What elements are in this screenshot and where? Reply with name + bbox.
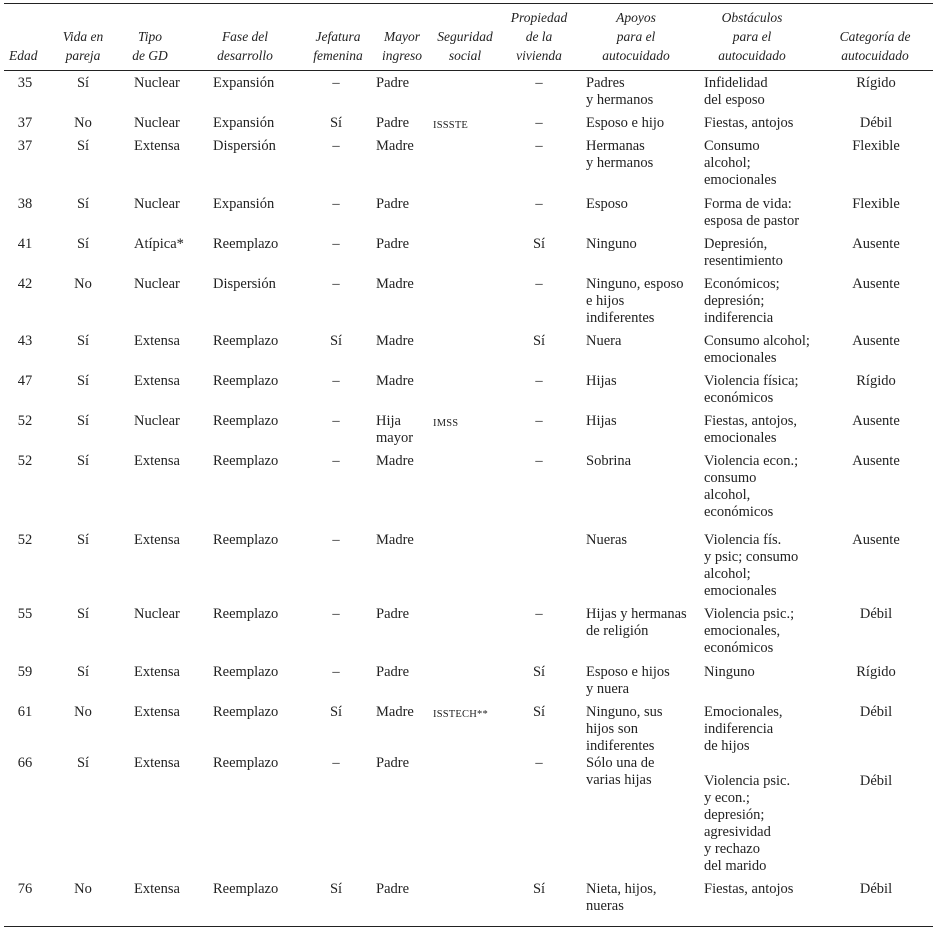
cell-categoria: Ausente: [852, 532, 900, 548]
cell-obstaculos: Forma de vida: esposa de pastor: [704, 196, 800, 229]
header-seguridad-social: Seguridad social: [437, 29, 493, 63]
cell-apoyos: Sobrina: [586, 453, 632, 469]
cell-jefatura: –: [332, 532, 340, 548]
cell-propiedad: –: [535, 75, 543, 91]
cell-propiedad: Sí: [532, 236, 546, 252]
cell-apoyos: Sólo una de varias hijas: [586, 755, 655, 788]
cell-ingreso: Padre: [376, 664, 410, 680]
cell-edad: 37: [17, 138, 33, 154]
header-propiedad-vivienda: Propiedad de la vivienda: [510, 10, 568, 63]
cell-tipo: Extensa: [134, 664, 180, 680]
cell-fase: Reemplazo: [213, 664, 279, 680]
cell-ingreso: Padre: [376, 606, 410, 622]
cell-propiedad: –: [535, 606, 543, 622]
cell-ingreso: Padre: [376, 881, 410, 897]
cell-propiedad: Sí: [532, 664, 546, 680]
header-jefatura-femenina: Jefatura femenina: [313, 29, 363, 63]
cell-jefatura: –: [332, 138, 340, 154]
cell-tipo: Nuclear: [134, 196, 180, 212]
cell-tipo: Nuclear: [134, 413, 180, 429]
cell-apoyos: Esposo e hijo: [586, 115, 665, 131]
cell-propiedad: Sí: [532, 881, 546, 897]
cell-pareja: No: [74, 276, 92, 292]
header-rule: [4, 70, 933, 71]
cell-categoria: Rígido: [856, 373, 896, 389]
cell-pareja: Sí: [76, 606, 90, 622]
cell-jefatura: –: [332, 373, 340, 389]
header-edad: Edad: [9, 48, 38, 63]
cell-pareja: Sí: [76, 138, 90, 154]
cell-apoyos: Esposo e hijos y nuera: [586, 664, 670, 697]
cell-ingreso: Madre: [376, 276, 414, 292]
cell-fase: Reemplazo: [213, 881, 279, 897]
cell-obstaculos: Violencia econ.; consumo alcohol, económicos: [704, 453, 799, 520]
cell-pareja: Sí: [76, 75, 90, 91]
cell-ingreso: Hija mayor: [376, 413, 414, 446]
cell-edad: 38: [17, 196, 33, 212]
cell-seguridad: ISSTECH**: [433, 709, 488, 720]
cell-apoyos: Hijas y hermanas de religión: [586, 606, 687, 639]
cell-pareja: Sí: [76, 755, 90, 771]
cell-jefatura: Sí: [329, 115, 343, 131]
cell-pareja: No: [74, 704, 92, 720]
cell-tipo: Extensa: [134, 881, 180, 897]
cell-edad: 76: [17, 881, 33, 897]
header-tipo-gd-text: Tipo de GD: [132, 29, 168, 63]
cell-fase: Reemplazo: [213, 453, 279, 469]
cell-fase: Reemplazo: [213, 236, 279, 252]
cell-apoyos: Ninguno, esposo e hijos indiferentes: [586, 276, 684, 326]
cell-obstaculos: Violencia fís. y psic; consumo alcohol; emocionales: [704, 532, 799, 599]
cell-apoyos: Padres y hermanos: [586, 75, 654, 108]
cell-propiedad: –: [535, 115, 543, 131]
cell-ingreso: Madre: [376, 453, 414, 469]
cell-jefatura: –: [332, 755, 340, 771]
cell-categoria: Ausente: [852, 236, 900, 252]
cell-obstaculos: Ninguno: [704, 664, 755, 680]
cell-apoyos: Nieta, hijos, nueras: [586, 881, 657, 914]
cell-categoria: Flexible: [852, 196, 900, 212]
cell-categoria: Débil: [859, 881, 893, 897]
cell-tipo: Extensa: [134, 453, 180, 469]
cell-obstaculos: Violencia física; económicos: [704, 373, 799, 406]
cell-apoyos: Nuera: [586, 333, 622, 349]
cell-edad: 61: [17, 704, 33, 720]
cell-ingreso: Padre: [376, 236, 410, 252]
cell-categoria: Débil: [859, 704, 893, 720]
cell-edad: 55: [17, 606, 33, 622]
cell-apoyos: Hijas: [586, 413, 617, 429]
cell-apoyos: Esposo: [586, 196, 628, 212]
cell-obstaculos: Violencia psic.; emocionales, económicos: [704, 606, 795, 656]
cell-edad: 52: [17, 532, 33, 548]
cell-jefatura: Sí: [329, 881, 343, 897]
cell-edad: 66: [17, 755, 33, 771]
cell-obstaculos: Fiestas, antojos, emocionales: [704, 413, 798, 446]
cell-obstaculos: Emocionales, indiferencia de hijos: [704, 704, 783, 754]
cell-fase: Expansión: [213, 196, 275, 212]
cell-fase: Reemplazo: [213, 333, 279, 349]
cell-categoria: Ausente: [852, 413, 900, 429]
cell-seguridad: IMSS: [433, 418, 459, 429]
cell-pareja: No: [74, 881, 92, 897]
cell-obstaculos: Infidelidad del esposo: [704, 75, 768, 108]
cell-edad: 43: [17, 333, 33, 349]
cell-edad: 42: [17, 276, 33, 292]
cell-fase: Reemplazo: [213, 606, 279, 622]
cell-seguridad: ISSSTE: [433, 120, 469, 131]
cell-propiedad: Sí: [532, 704, 546, 720]
header-obstaculos: Obstáculos para el autocuidado: [718, 10, 786, 63]
cell-propiedad: Sí: [532, 333, 546, 349]
cell-apoyos: Ninguno: [586, 236, 637, 252]
cell-jefatura: –: [332, 664, 340, 680]
cell-ingreso: Madre: [376, 373, 414, 389]
cell-obstaculos: Depresión, resentimiento: [704, 236, 783, 269]
cell-propiedad: –: [535, 276, 543, 292]
cell-tipo: Nuclear: [134, 75, 180, 91]
cell-jefatura: –: [332, 236, 340, 252]
cell-apoyos: Nueras: [586, 532, 628, 548]
cell-obstaculos: Violencia psic. y econ.; depresión; agresividad y rechazo del marido: [704, 773, 791, 874]
cell-tipo: Extensa: [134, 532, 180, 548]
cell-ingreso: Padre: [376, 755, 410, 771]
cell-categoria: Ausente: [852, 333, 900, 349]
cell-categoria: Ausente: [852, 276, 900, 292]
cell-fase: Reemplazo: [213, 532, 279, 548]
cell-obstaculos: Económicos; depresión; indiferencia: [704, 276, 780, 326]
cell-ingreso: Padre: [376, 196, 410, 212]
cell-edad: 35: [17, 75, 33, 91]
cell-fase: Reemplazo: [213, 755, 279, 771]
cell-pareja: Sí: [76, 373, 90, 389]
cell-edad: 52: [17, 453, 33, 469]
cell-pareja: Sí: [76, 532, 90, 548]
cell-edad: 47: [17, 373, 33, 389]
cell-jefatura: –: [332, 75, 340, 91]
cell-pareja: Sí: [76, 196, 90, 212]
cell-ingreso: Padre: [376, 75, 410, 91]
cell-propiedad: –: [535, 138, 543, 154]
cell-ingreso: Madre: [376, 138, 414, 154]
cell-categoria: Débil: [859, 115, 893, 131]
cell-categoria: Débil: [859, 773, 893, 789]
cell-ingreso: Madre: [376, 532, 414, 548]
cell-categoria: Rígido: [856, 664, 896, 680]
cell-tipo: Extensa: [134, 373, 180, 389]
cell-apoyos: Hermanas y hermanos: [586, 138, 654, 171]
cell-apoyos: Hijas: [586, 373, 617, 389]
cell-tipo: Nuclear: [134, 276, 180, 292]
cell-edad: 52: [17, 413, 33, 429]
table-top-rule: [4, 3, 933, 4]
cell-fase: Reemplazo: [213, 413, 279, 429]
cell-categoria: Débil: [859, 606, 893, 622]
header-apoyos: Apoyos para el autocuidado: [602, 10, 670, 63]
table-bottom-rule: [4, 926, 933, 927]
cell-jefatura: Sí: [329, 704, 343, 720]
cell-edad: 41: [17, 236, 33, 252]
cell-propiedad: –: [535, 373, 543, 389]
cell-pareja: Sí: [76, 413, 90, 429]
cell-categoria: Ausente: [852, 453, 900, 469]
cell-ingreso: Madre: [376, 333, 414, 349]
cell-jefatura: –: [332, 276, 340, 292]
cell-jefatura: –: [332, 606, 340, 622]
header-tipo-gd: [120, 27, 180, 65]
cell-pareja: Sí: [76, 333, 90, 349]
cell-ingreso: Madre: [376, 704, 414, 720]
header-vida-en-pareja: Vida en pareja: [62, 29, 104, 63]
cell-obstaculos: Consumo alcohol; emocionales: [704, 138, 777, 188]
cell-jefatura: –: [332, 196, 340, 212]
cell-propiedad: –: [535, 196, 543, 212]
cell-fase: Reemplazo: [213, 704, 279, 720]
cell-propiedad: –: [535, 413, 543, 429]
cell-jefatura: –: [332, 453, 340, 469]
cell-jefatura: –: [332, 413, 340, 429]
cell-tipo: Extensa: [134, 138, 180, 154]
cell-edad: 59: [17, 664, 33, 680]
cell-tipo: Atípica*: [134, 236, 184, 252]
cell-ingreso: Padre: [376, 115, 410, 131]
cell-fase: Expansión: [213, 115, 275, 131]
cell-edad: 37: [17, 115, 33, 131]
cell-categoria: Rígido: [856, 75, 896, 91]
cell-tipo: Extensa: [134, 333, 180, 349]
cell-tipo: Extensa: [134, 755, 180, 771]
cell-obstaculos: Fiestas, antojos: [704, 881, 794, 897]
header-mayor-ingreso: Mayor ingreso: [382, 29, 422, 63]
cell-pareja: Sí: [76, 664, 90, 680]
cell-pareja: Sí: [76, 453, 90, 469]
cell-obstaculos: Fiestas, antojos: [704, 115, 794, 131]
cell-propiedad: –: [535, 453, 543, 469]
cell-fase: Expansión: [213, 75, 275, 91]
cell-tipo: Extensa: [134, 704, 180, 720]
cell-propiedad: –: [535, 755, 543, 771]
cell-tipo: Nuclear: [134, 606, 180, 622]
header-fase-desarrollo: Fase del desarrollo: [217, 29, 273, 63]
cell-fase: Reemplazo: [213, 373, 279, 389]
cell-apoyos: Ninguno, sus hijos son indiferentes: [586, 704, 663, 754]
cell-fase: Dispersión: [213, 138, 276, 154]
header-categoria: Categoría de autocuidado: [839, 29, 911, 63]
cell-obstaculos: Consumo alcohol; emocionales: [704, 333, 810, 366]
cell-pareja: Sí: [76, 236, 90, 252]
cell-pareja: No: [74, 115, 92, 131]
cell-fase: Dispersión: [213, 276, 276, 292]
cell-tipo: Nuclear: [134, 115, 180, 131]
cell-jefatura: Sí: [329, 333, 343, 349]
cell-categoria: Flexible: [852, 138, 900, 154]
